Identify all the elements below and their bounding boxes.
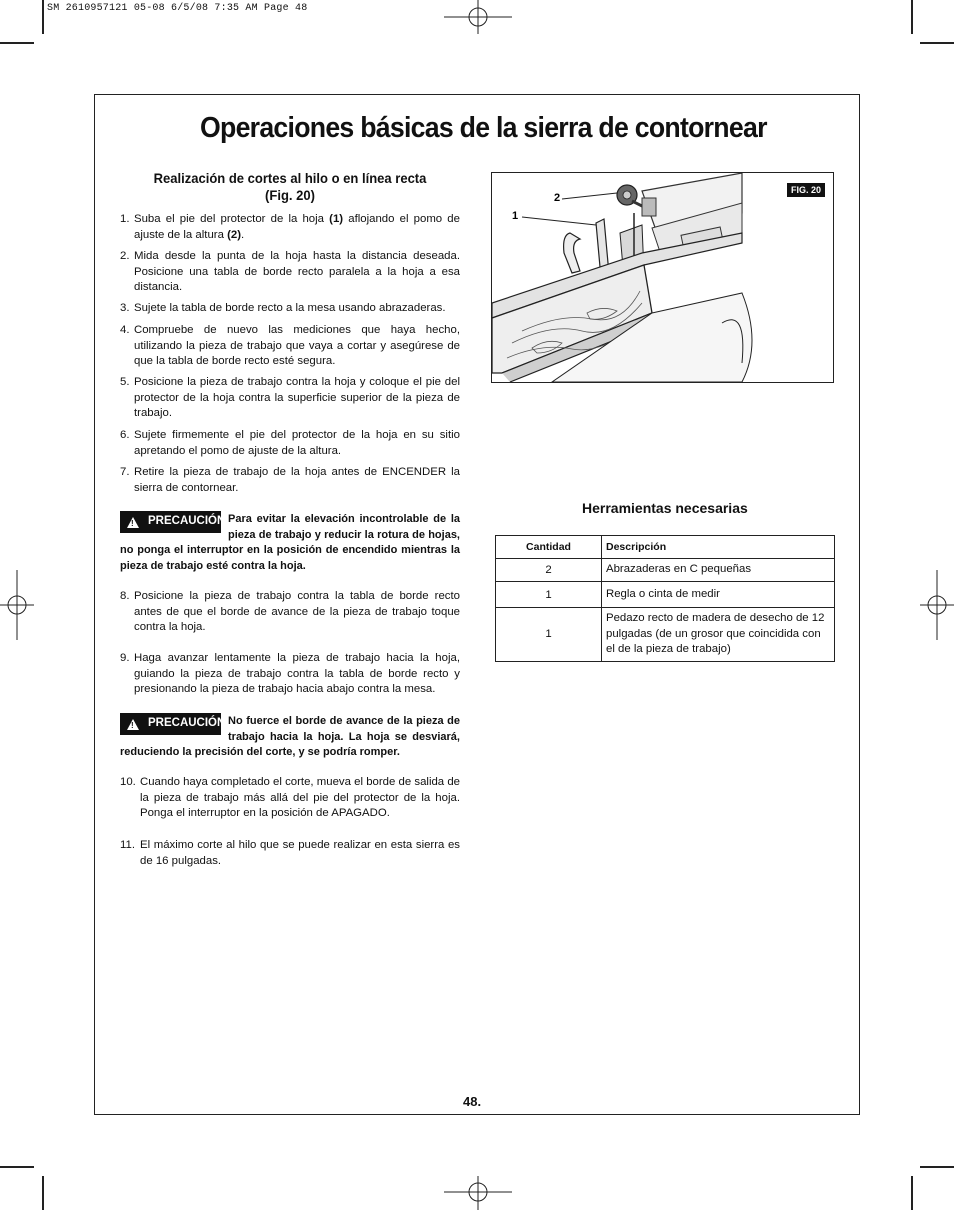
- crop-mark: [911, 1176, 913, 1210]
- step-number: 2.: [120, 250, 130, 262]
- crop-mark: [920, 1166, 954, 1168]
- step-text-part: .: [241, 228, 245, 241]
- caution-text: Para evitar la elevación incontrolable de la pieza de trabajo y reducir la rotura de hojas, no ponga el interruptor en la posición de encendido mientras la pieza de trabajo esté contra la hoja.: [120, 513, 460, 572]
- print-slug: SM 2610957121 05-08 6/5/08 7:35 AM Page 48: [47, 3, 308, 14]
- step-text: Cuando haya completado el corte, mueva el borde de salida de la pieza de trabajo más allá del pie del protector de la hoja. Ponga el interruptor en la posición de APAGADO.: [140, 776, 460, 819]
- figure-20: [491, 172, 834, 383]
- caution-badge: [120, 713, 226, 735]
- step-number: 8.: [120, 590, 130, 602]
- step-11: [120, 838, 460, 869]
- step-number: 3.: [120, 302, 130, 314]
- table-row: [496, 582, 835, 608]
- step-text-part: Suba el pie del protector de la hoja: [134, 213, 330, 225]
- step-number: 11.: [120, 839, 135, 851]
- callout-1: 1: [512, 210, 519, 222]
- step-text: Retire la pieza de trabajo de la hoja antes de ENCENDER la sierra de contornear.: [134, 466, 460, 494]
- callout-2: 2: [554, 192, 561, 204]
- crop-mark: [0, 1166, 34, 1168]
- column-header-quantity: Cantidad: [496, 536, 602, 559]
- page-title: Operaciones básicas de la sierra de contornear: [200, 112, 767, 144]
- crop-mark: [42, 0, 44, 34]
- step-3: [120, 301, 460, 317]
- scroll-saw-illustration: [492, 173, 833, 382]
- registration-mark-icon: [444, 0, 512, 36]
- step-9: [120, 651, 460, 698]
- table-row: [496, 559, 835, 582]
- step-number: 5.: [120, 376, 130, 388]
- callout-ref: (1): [329, 213, 344, 225]
- registration-mark-icon: [444, 1174, 512, 1210]
- table-row: [496, 608, 835, 662]
- callout-ref: (2): [227, 228, 242, 241]
- crop-mark: [42, 1176, 44, 1210]
- caution-label: PRECAUCIÓN: [148, 717, 226, 730]
- step-2: [120, 249, 460, 296]
- step-number: 6.: [120, 429, 130, 441]
- column-header-description: Descripción: [602, 536, 835, 559]
- step-number: 1.: [120, 213, 130, 225]
- registration-mark-icon: [918, 570, 954, 640]
- step-8: [120, 589, 460, 636]
- table-header-row: [496, 536, 835, 559]
- description-cell: Pedazo recto de madera de desecho de 12 pulgadas (de un grosor que coincidida con el de la pieza de trabajo): [602, 608, 835, 662]
- step-6: [120, 428, 460, 459]
- step-text: [134, 212, 460, 243]
- step-number: 7.: [120, 466, 130, 478]
- quantity-cell: 2: [496, 559, 602, 582]
- crop-mark: [920, 42, 954, 44]
- figure-label: FIG. 20: [787, 183, 825, 197]
- step-text: Sujete firmemente el pie del protector de la hoja en su sitio apretando el pomo de ajuste de la altura.: [134, 429, 460, 457]
- caution-text: No fuerce el borde de avance de la pieza de trabajo hacia la hoja. La hoja se desviará, reduciendo la precisión del corte, y se podría romper.: [120, 715, 460, 758]
- caution-label: PRECAUCIÓN: [148, 515, 226, 528]
- step-number: 9.: [120, 652, 130, 664]
- step-text: Posicione la pieza de trabajo contra la hoja y coloque el pie del protector de la hoja contra la superficie superior de la pieza de trabajo.: [134, 376, 460, 419]
- step-5: [120, 375, 460, 422]
- registration-mark-icon: [0, 570, 36, 640]
- crop-mark: [911, 0, 913, 34]
- step-7: [120, 465, 460, 496]
- step-text: Haga avanzar lentamente la pieza de trabajo hacia la hoja, guiando la pieza de trabajo contra la tabla de borde recto y presionando la pieza de trabajo hacia abajo contra la mesa.: [134, 652, 460, 695]
- step-1: [120, 212, 460, 243]
- step-text-part: aflojando el pomo de ajuste de la altura: [134, 213, 460, 241]
- description-cell: Regla o cinta de medir: [602, 582, 835, 608]
- caution-badge: [120, 511, 226, 533]
- warning-icon: !: [127, 719, 139, 730]
- quantity-cell: 1: [496, 608, 602, 662]
- section-heading: [120, 170, 460, 204]
- step-number: 10.: [120, 776, 136, 788]
- caution-box-1: [120, 512, 460, 574]
- step-4: [120, 323, 460, 370]
- step-10: [120, 775, 460, 822]
- caution-box-2: [120, 714, 460, 761]
- section-heading-line2: (Fig. 20): [265, 187, 315, 203]
- quantity-cell: 1: [496, 582, 602, 608]
- step-number: 4.: [120, 324, 130, 336]
- warning-icon: !: [127, 517, 139, 528]
- crop-mark: [0, 42, 34, 44]
- step-text: Compruebe de nuevo las mediciones que haya hecho, utilizando la pieza de trabajo que vaya a cortar y asegúrese de que la tabla de borde recto esté segura.: [134, 324, 460, 367]
- page-number: 48.: [463, 1094, 482, 1109]
- description-cell: Abrazaderas en C pequeñas: [602, 559, 835, 582]
- step-text: Posicione la pieza de trabajo contra la tabla de borde recto antes de que el borde de avance de la pieza de trabajo toque contra la hoja.: [134, 590, 460, 633]
- step-text: El máximo corte al hilo que se puede realizar en esta sierra es de 16 pulgadas.: [140, 839, 460, 867]
- step-text: Mida desde la punta de la hoja hasta la distancia deseada. Posicione una tabla de borde recto paralela a la hoja a esa distancia.: [134, 250, 460, 293]
- tools-table: [495, 535, 835, 662]
- section-heading-line1: Realización de cortes al hilo o en línea recta: [153, 170, 427, 186]
- tools-heading: Herramientas necesarias: [582, 500, 748, 516]
- step-text: Sujete la tabla de borde recto a la mesa usando abrazaderas.: [134, 302, 446, 314]
